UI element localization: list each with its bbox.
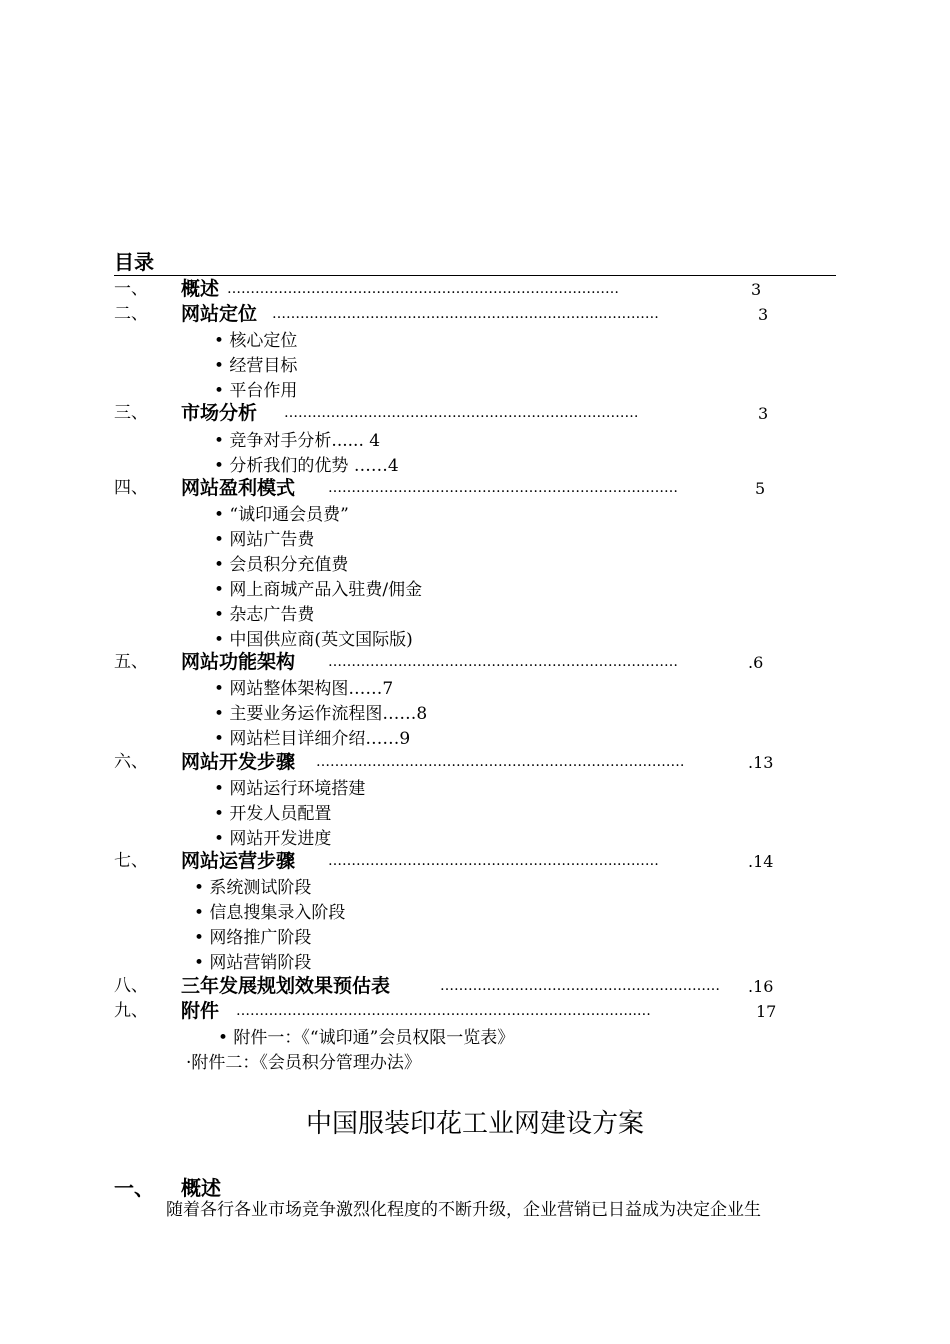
toc-leader-dots: ……………………………………………………………..………… — [272, 306, 659, 322]
toc-page-number: 3 — [758, 305, 769, 324]
toc-leader-dots: ………………………………………………………………… — [328, 654, 678, 670]
toc-entry-title: 网站功能架构 — [181, 651, 296, 673]
toc-page-number: 5 — [755, 479, 766, 498]
toc-entry-title: 网站定位 — [181, 303, 258, 325]
toc-entry-title: 网站开发步骤 — [181, 751, 296, 773]
toc-entry-number: 六、 — [114, 752, 148, 772]
toc-leader-dots: …………………………………………………………….……… — [316, 754, 685, 770]
toc-entry-6 — [0, 750, 950, 775]
toc-sub-item: • 网络推广阶段 — [194, 928, 312, 948]
toc-sub-item: • 主要业务运作流程图……8 — [214, 704, 428, 724]
toc-page-number: 17 — [756, 1002, 777, 1021]
toc-sub-item: • 网站栏目详细介绍……9 — [214, 729, 411, 749]
toc-entry-number: 九、 — [114, 1001, 148, 1021]
toc-page-number: .14 — [748, 852, 774, 871]
toc-leader-dots: …………………………………………………….…………… — [284, 405, 639, 421]
toc-leader-dots: ……………………………………………………..……… — [328, 853, 659, 869]
toc-entry-number: 一、 — [114, 279, 148, 299]
toc-entry-title: 概述 — [181, 278, 220, 300]
toc-sub-item: • 网站整体架构图……7 — [214, 679, 394, 699]
toc-entry-title: 网站运营步骤 — [181, 850, 296, 872]
toc-sub-item: • 经营目标 — [214, 356, 298, 376]
toc-entry-4 — [0, 476, 950, 501]
toc-entry-8 — [0, 974, 950, 999]
toc-page-number: .16 — [748, 977, 774, 996]
toc-sub-item: • 开发人员配置 — [214, 804, 332, 824]
toc-entry-title: 网站盈利模式 — [181, 477, 296, 499]
toc-sub-item: • 网站广告费 — [214, 530, 315, 550]
toc-entry-5 — [0, 650, 950, 675]
section-title: 概述 — [181, 1176, 221, 1200]
toc-entry-2 — [0, 302, 950, 327]
toc-heading: 目录 — [114, 249, 836, 276]
toc-leader-dots: …………………………………………………………………………..… — [236, 1003, 651, 1019]
toc-sub-item: • 附件一：《“诚印通”会员权限一览表》 — [218, 1028, 515, 1048]
toc-entry-number: 二、 — [114, 304, 148, 324]
toc-page-number: 3 — [758, 404, 769, 423]
toc-entry-number: 五、 — [114, 652, 148, 672]
section-number: 一、 — [114, 1176, 154, 1200]
toc-sub-item: • 网站营销阶段 — [194, 953, 312, 973]
toc-leader-dots: …………………………………………………… — [440, 978, 720, 994]
toc-entry-number: 四、 — [114, 478, 148, 498]
toc-sub-item: • 网上商城产品入驻费/佣金 — [214, 580, 423, 600]
toc-page-number: .13 — [748, 753, 774, 772]
toc-sub-item: • 杂志广告费 — [214, 605, 315, 625]
toc-sub-item: • 竞争对手分析...... 4 — [214, 431, 381, 451]
toc-sub-item: • “诚印通会员费” — [214, 505, 349, 525]
toc-sub-item: • 信息搜集录入阶段 — [194, 903, 346, 923]
toc-page-number: .6 — [748, 653, 764, 672]
toc-entry-title: 附件 — [181, 1000, 220, 1022]
toc-entry-number: 三、 — [114, 403, 148, 423]
toc-sub-item: • 系统测试阶段 — [194, 878, 312, 898]
body-paragraph: 随着各行各业市场竞争激烈化程度的不断升级，企业营销已日益成为决定企业生 — [166, 1200, 761, 1220]
document-title: 中国服装印花工业网建设方案 — [305, 1109, 644, 1139]
toc-entry-3 — [0, 401, 950, 426]
toc-entry-9 — [0, 999, 950, 1024]
toc-page-number: 3 — [751, 280, 762, 299]
toc-sub-item: • 核心定位 — [214, 331, 298, 351]
toc-sub-item: • 网站开发进度 — [214, 829, 332, 849]
toc-sub-item: • 分析我们的优势 ……4 — [214, 456, 399, 476]
toc-leader-dots: ………………………………………………………………… — [328, 480, 678, 496]
toc-sub-item: • 平台作用 — [214, 381, 298, 401]
toc-entry-title: 市场分析 — [181, 402, 258, 424]
toc-entry-7 — [0, 849, 950, 874]
toc-entry-title: 三年发展规划效果预估表 — [181, 975, 391, 997]
toc-sub-item: ·附件二：《会员积分管理办法》 — [186, 1053, 421, 1073]
toc-sub-item: • 会员积分充值费 — [214, 555, 349, 575]
toc-entry-number: 八、 — [114, 976, 148, 996]
toc-entry-1 — [0, 277, 950, 302]
toc-entry-number: 七、 — [114, 851, 148, 871]
toc-sub-item: • 中国供应商(英文国际版) — [214, 630, 413, 650]
toc-leader-dots: ………………………………………………………………………… — [227, 281, 619, 297]
toc-sub-item: • 网站运行环境搭建 — [214, 779, 366, 799]
